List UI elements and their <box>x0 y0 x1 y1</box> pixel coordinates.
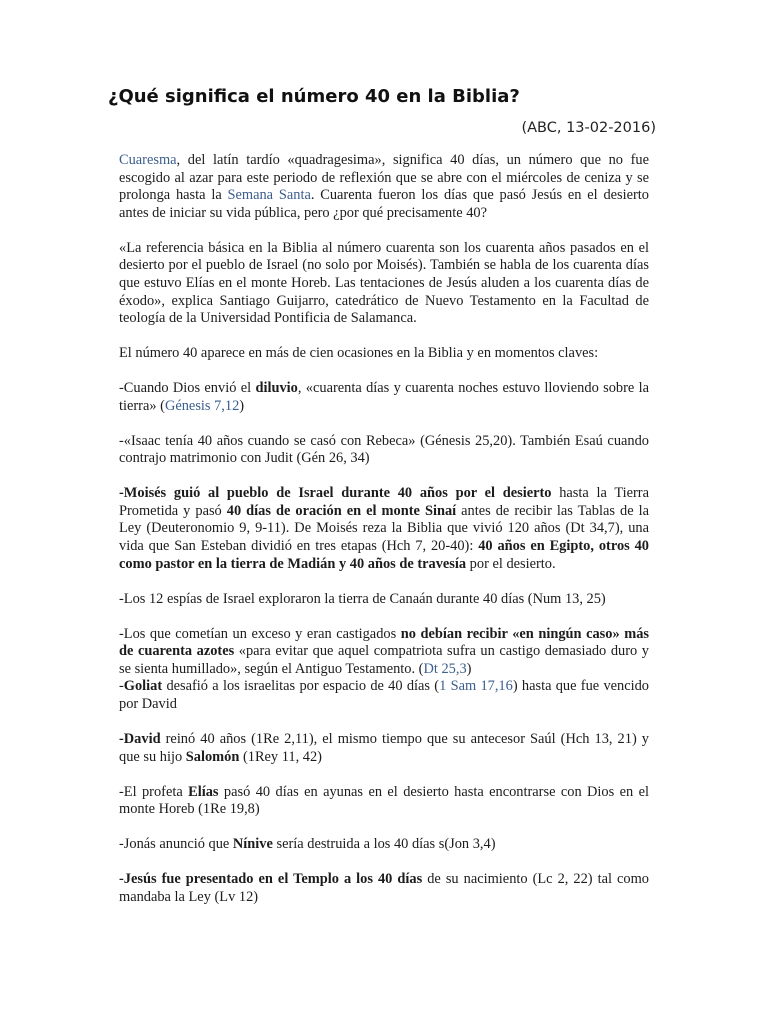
text: ) <box>466 660 472 677</box>
text: sería destruida a los 40 días s(Jon 3,4) <box>272 836 496 853</box>
text: -El profeta <box>119 783 189 800</box>
text: - <box>119 678 124 695</box>
link-1sam[interactable]: 1 Sam 17,16 <box>439 678 513 695</box>
bold-text: -David <box>119 730 161 747</box>
link-semana-santa[interactable]: Semana Santa <box>227 187 311 204</box>
text: por el desierto. <box>466 555 556 572</box>
text: -Jonás anunció que <box>119 836 233 853</box>
text: (1Rey 11, 42) <box>239 748 322 765</box>
text: , del latín tardío «quadragesima», significa 40 días, un número que no fue escogido al azar para este periodo de reflexión que se abre con el miércoles de ceniza y se prolonga hasta la <box>119 152 649 204</box>
paragraph-quote: «La referencia básica en la Biblia al número cuarenta son los cuarenta años pasados en el desierto por el pueblo de Israel (no solo por Moisés). También se habla de los cuarenta días que estuvo Elías en el monte Horeb. Las tentaciones de Jesús aluden a los cuarenta días de éxodo», explica Santiago Guijarro, catedrático de Nuevo Testamento en la Facultad de teología de la Universidad Pontificia de Salamanca. <box>119 239 649 327</box>
list-item-elias <box>119 784 649 819</box>
text: -Cuando Dios envió el <box>119 380 256 397</box>
list-item-azotes <box>119 626 649 679</box>
list-item-moises <box>119 485 649 573</box>
bold-text: -Moisés guió al pueblo de Israel durante 40 años por el desierto <box>119 485 552 502</box>
text: reinó 40 años (1Re 2,11), el mismo tiempo que su antecesor Saúl (Hch 13, 21) y que su hijo <box>119 730 649 765</box>
link-cuaresma[interactable]: Cuaresma <box>119 152 177 168</box>
bold-text: Salomón <box>185 748 240 765</box>
bold-text: Goliat <box>123 678 163 695</box>
bold-text: Elías <box>188 783 219 800</box>
bold-text: diluvio <box>255 380 298 397</box>
text: pasó 40 días en ayunas en el desierto hasta encontrarse con Dios en el monte Horeb (1Re 19,8) <box>119 783 649 818</box>
list-item-jesus <box>119 871 649 906</box>
link-dt[interactable]: Dt 25,3 <box>423 660 467 677</box>
text: desafió a los israelitas por espacio de 40 días ( <box>162 678 440 695</box>
text: antes de recibir las Tablas de la Ley (Deuteronomio 9, 9-11). De Moisés reza la Biblia que vivió 120 años (Dt 34,7), una vida que San Esteban dividió en tres etapas (Hch 7, 20-40): <box>119 502 649 555</box>
link-genesis[interactable]: Génesis 7,12 <box>164 397 240 414</box>
list-item-espias: -Los 12 espías de Israel exploraron la tierra de Canaán durante 40 días (Num 13, 25) <box>119 590 606 607</box>
list-item-diluvio <box>119 380 649 415</box>
text: hasta la Tierra Prometida y pasó <box>119 485 649 519</box>
list-item-goliat <box>119 678 649 713</box>
article-source: (ABC, 13-02-2016) <box>521 120 656 136</box>
paragraph-cuaresma <box>119 152 649 222</box>
text: «para evitar que aquel compatriota sufra un castigo demasiado duro y se sienta humillado», según el Antiguo Testamento. ( <box>119 643 649 677</box>
list-item-jonas <box>119 836 649 854</box>
text: , «cuarenta días y cuarenta noches estuvo lloviendo sobre la tierra» ( <box>119 380 649 414</box>
bold-text: 40 días de oración en el monte Sinaí <box>226 502 457 519</box>
bold-text: 40 años en Egipto, otros 40 como pastor en la tierra de Madián y 40 años de travesía <box>119 538 649 572</box>
text: ) <box>239 397 245 414</box>
bold-text: Nínive <box>232 836 273 853</box>
bold-text: no debían recibir «en ningún caso» más de cuarenta azotes <box>119 625 649 660</box>
article-title: ¿Qué significa el número 40 en la Biblia? <box>108 86 520 107</box>
list-item-isaac: -«Isaac tenía 40 años cuando se casó con Rebeca» (Génesis 25,20). También Esaú cuando contrajo matrimonio con Judit (Gén 26, 34) <box>119 432 649 467</box>
text: -Los que cometían un exceso y eran castigados <box>119 625 401 642</box>
text: de su nacimiento (Lc 2, 22) tal como mandaba la Ley (Lv 12) <box>119 871 649 905</box>
text: . Cuarenta fueron los días que pasó Jesús en el desierto antes de iniciar su vida pública, pero ¿por qué precisamente 40? <box>119 187 649 221</box>
paragraph-intro-list: El número 40 aparece en más de cien ocasiones en la Biblia y en momentos claves: <box>119 345 599 362</box>
bold-text: -Jesús fue presentado en el Templo a los 40 días <box>119 871 423 888</box>
list-item-david <box>119 731 649 766</box>
text: ) hasta que fue vencido por David <box>119 678 650 712</box>
article-body <box>119 152 649 924</box>
